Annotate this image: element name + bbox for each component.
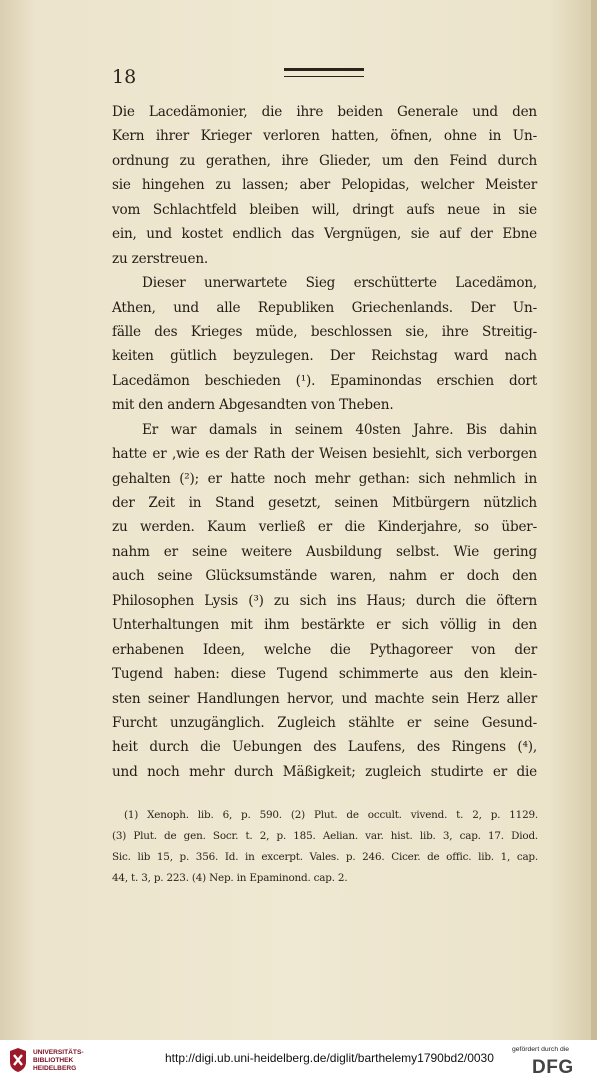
text-line: Kern ihrer Krieger verloren hatten, öfnen, ohne in Un- (112, 128, 537, 145)
text-line: Unterhaltungen mit ihm bestärkte er sich völlig in den (112, 617, 537, 634)
text-line: sie hingehen zu lassen; aber Pelopidas, welcher Meister (112, 177, 537, 194)
text-line: gehalten (²); er hatte noch mehr gethan: sich nehmlich in (112, 470, 537, 487)
footnotes (112, 805, 538, 889)
text-line: keiten gütlich beyzulegen. Der Reichstag ward nach (112, 348, 537, 365)
text-line: erhabenen Ideen, welche die Pythagoreer von der (112, 641, 537, 658)
institution-name-line: UNIVERSITÄTS- (33, 1049, 84, 1056)
text-line: heit durch die Uebungen des Laufens, des Ringens (⁴), (112, 739, 537, 756)
footnote-line: (3) Plut. de gen. Socr. t. 2, p. 185. Aelian. var. hist. lib. 3, cap. 17. Diod. (112, 830, 538, 842)
text-line: mit den andern Abgesandten von Theben. (112, 397, 394, 414)
text-line: Furcht unzugänglich. Zugleich stählte er seine Gesund- (112, 714, 537, 731)
text-line: zu werden. Kaum verließ er die Kinderjahre, so über- (112, 519, 537, 536)
sponsor-label: gefördert durch die (512, 1046, 570, 1053)
text-line: ein, und kostet endlich das Vergnügen, sie auf der Ebne (112, 226, 537, 243)
text-line: ordnung zu gerathen, ihre Glieder, um den Feind durch (112, 152, 537, 169)
text-line: Lacedämon beschieden (¹). Epaminondas erschien dort (112, 372, 537, 389)
text-line: Die Lacedämonier, die ihre beiden Generale und den (112, 104, 537, 120)
institution-name[interactable] (33, 1049, 84, 1073)
footnote-line: Sic. lib 15, p. 356. Id. in excerpt. Vales. p. 246. Cicer. de offic. lib. 1, cap. (112, 851, 538, 863)
text-line: zu zerstreuen. (112, 250, 209, 267)
text-line: der Zeit in Stand gesetzt, seinen Mitbürgern nützlich (112, 495, 537, 511)
text-line: und noch mehr durch Mäßigkeit; zugleich studirte er die (112, 763, 537, 780)
text-line: fälle des Krieges müde, beschlossen sie, ihre Streitig- (112, 323, 537, 340)
institution-name-line: HEIDELBERG (33, 1065, 77, 1072)
footnote-line: 44, t. 3, p. 223. (4) Nep. in Epaminond. cap. 2. (112, 872, 348, 884)
text-line: Athen, und alle Republiken Griechenlands. Der Un- (112, 299, 537, 316)
text-line: hatte er ,wie es der Rath der Weisen besiehlt, sich verborgen (112, 446, 537, 463)
institution-name-line: BIBLIOTHEK (33, 1057, 74, 1064)
text-line: auch seine Glücksumstände waren, nahm er doch den (112, 568, 537, 585)
text-line: Dieser unerwartete Sieg erschütterte Lacedämon, (142, 275, 537, 292)
page-edge (591, 0, 597, 1040)
body-text (112, 100, 537, 784)
text-line: vom Schlachtfeld bleiben will, dringt aufs neue in sie (112, 201, 537, 218)
text-line: Tugend haben: diese Tugend schimmerte aus den klein- (112, 666, 537, 683)
dfg-logo[interactable]: DFG (532, 1057, 574, 1078)
header-rule (284, 68, 364, 77)
page-number: 18 (112, 66, 137, 88)
text-line: sten seiner Handlungen hervor, und machte sein Herz aller (112, 690, 537, 707)
text-line: Er war damals in seinem 40sten Jahre. Bis dahin (142, 421, 537, 438)
document-url-link[interactable]: http://digi.ub.uni-heidelberg.de/diglit/barthelemy1790bd2/0030 (165, 1051, 494, 1065)
footnote-line: (1) Xenoph. lib. 6, p. 590. (2) Plut. de occult. vivend. t. 2, p. 1129. (124, 809, 538, 821)
university-library-logo-icon (8, 1047, 28, 1073)
text-line: Philosophen Lysis (³) zu sich ins Haus; durch die öftern (112, 592, 537, 609)
text-line: nahm er seine weitere Ausbildung selbst. Wie gering (112, 543, 537, 560)
